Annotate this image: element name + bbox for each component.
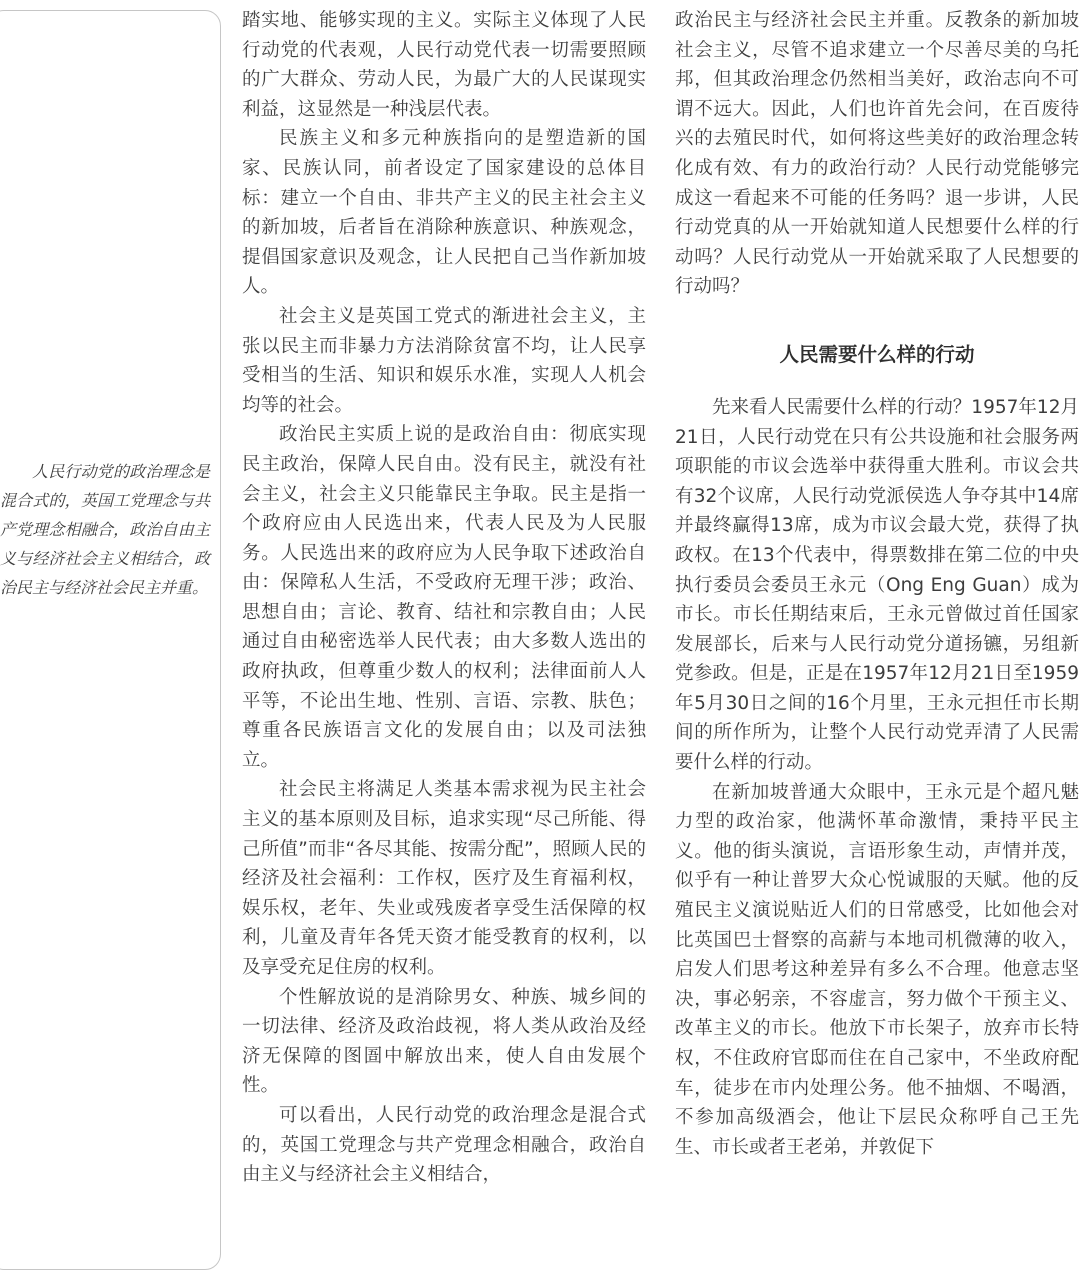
- paragraph: 在新加坡普通大众眼中，王永元是个超凡魅力型的政治家，他满怀革命激情，秉持平民主义。他的街头演说，言语形象生动，声情并茂，似乎有一种让普罗大众心悦诚服的天赋。他的反殖民主义演说贴近人们的日常感受，比如他会对比英国巴士督察的高薪与本地司机微薄的收入，启发人们思考这种差异有多么不合理。他意志坚决，事必躬亲，不容虚言，努力做个干预主义、改革主义的市长。他放下市长架子，放弃市长特权，不住政府官邸而住在自己家中，不坐政府配车，徒步在市内处理公务。他不抽烟、不喝酒，不参加高级酒会，他让下层民众称呼自己王先生、市长或者王老弟，并敦促下: [675, 781, 1079, 1158]
- sidebar-frame: [0, 10, 221, 1270]
- paragraph: 先来看人民需要什么样的行动？1957年12月21日，人民行动党在只有公共设施和社会服务两项职能的市议会选举中获得重大胜利。市议会共有32个议席，人民行动党派侯选人争夺其中14席并最终赢得13席，成为市议会最大党，获得了执政权。在13个代表中，得票数排在第二位的中央执行委员会委员王永元（Ong Eng Guan）成为市长。市长任期结束后，王永元曾做过首任国家发展部长，后来与人民行动党分道扬镳，另组新党参政。但是，正是在1957年12月21日至1959年5月30日之间的16个月里，王永元担任市长期间的所作所为，让整个人民行动党弄清了人民需要什么样的行动。: [675, 396, 1079, 774]
- paragraph: 社会主义是英国工党式的渐进社会主义，主张以民主而非暴力方法消除贫富不均，让人民享受相当的生活、知识和娱乐水准，实现人人机会均等的社会。: [242, 305, 646, 416]
- paragraph: 民族主义和多元种族指向的是塑造新的国家、民族认同，前者设定了国家建设的总体目标：建立一个自由、非共产主义的民主社会主义的新加坡，后者旨在消除种族意识、种族观念，提倡国家意识及观念，让人民把自己当作新加坡人。: [242, 128, 646, 298]
- paragraph: 政治民主实质上说的是政治自由：彻底实现民主政治，保障人民自由。没有民主，就没有社会主义，社会主义只能靠民主争取。民主是指一个政府应由人民选出来，代表人民及为人民服务。人民选出来的政府应为人民争取下述政治自由：保障私人生活，不受政府无理干涉；政治、思想自由；言论、教育、结社和宗教自由；人民通过自由秘密选举人民代表；由大多数人选出的政府执政，但尊重少数人的权利；法律面前人人平等，不论出生地、性别、言语、宗教、肤色；尊重各民族语言文化的发展自由；以及司法独立。: [242, 424, 646, 771]
- pull-quote-text: 人民行动党的政治理念是混合式的，英国工党理念与共产党理念相融合，政治自由主义与经济社会主义相结合，政治民主与经济社会民主并重。: [0, 462, 210, 597]
- middle-column: [242, 6, 646, 1190]
- paragraph: 个性解放说的是消除男女、种族、城乡间的一切法律、经济及政治歧视，将人类从政治及经济无保障的图圄中解放出来，使人自由发展个性。: [242, 986, 646, 1097]
- paragraph: 政治民主与经济社会民主并重。反教条的新加坡社会主义，尽管不追求建立一个尽善尽美的乌托邦，但其政治理念仍然相当美好，政治志向不可谓不远大。因此，人们也许首先会问，在百废待兴的去殖民时代，如何将这些美好的政治理念转化成有效、有力的政治行动？人民行动党能够完成这一看起来不可能的任务吗？退一步讲，人民行动党真的从一开始就知道人民想要什么样的行动吗？人民行动党从一开始就采取了人民想要的行动吗？: [675, 10, 1079, 298]
- section-heading: 人民需要什么样的行动: [779, 342, 975, 366]
- right-column: [675, 6, 1079, 1162]
- pull-quote: [0, 457, 210, 602]
- paragraph: 踏实地、能够实现的主义。实际主义体现了人民行动党的代表观，人民行动党代表一切需要照顾的广大群众、劳动人民，为最广大的人民谋现实利益，这显然是一种浅层代表。: [242, 10, 646, 120]
- paragraph: 可以看出，人民行动党的政治理念是混合式的，英国工党理念与共产党理念相融合，政治自由主义与经济社会主义相结合，: [242, 1104, 646, 1186]
- paragraph: 社会民主将满足人类基本需求视为民主社会主义的基本原则及目标，追求实现“尽己所能、得己所值”而非“各尽其能、按需分配”，照顾人民的经济及社会福利：工作权，医疗及生育福利权，娱乐权，老年、失业或残废者享受生活保障的权利，儿童及青年各凭天资才能受教育的权利，以及享受充足住房的权利。: [242, 779, 646, 978]
